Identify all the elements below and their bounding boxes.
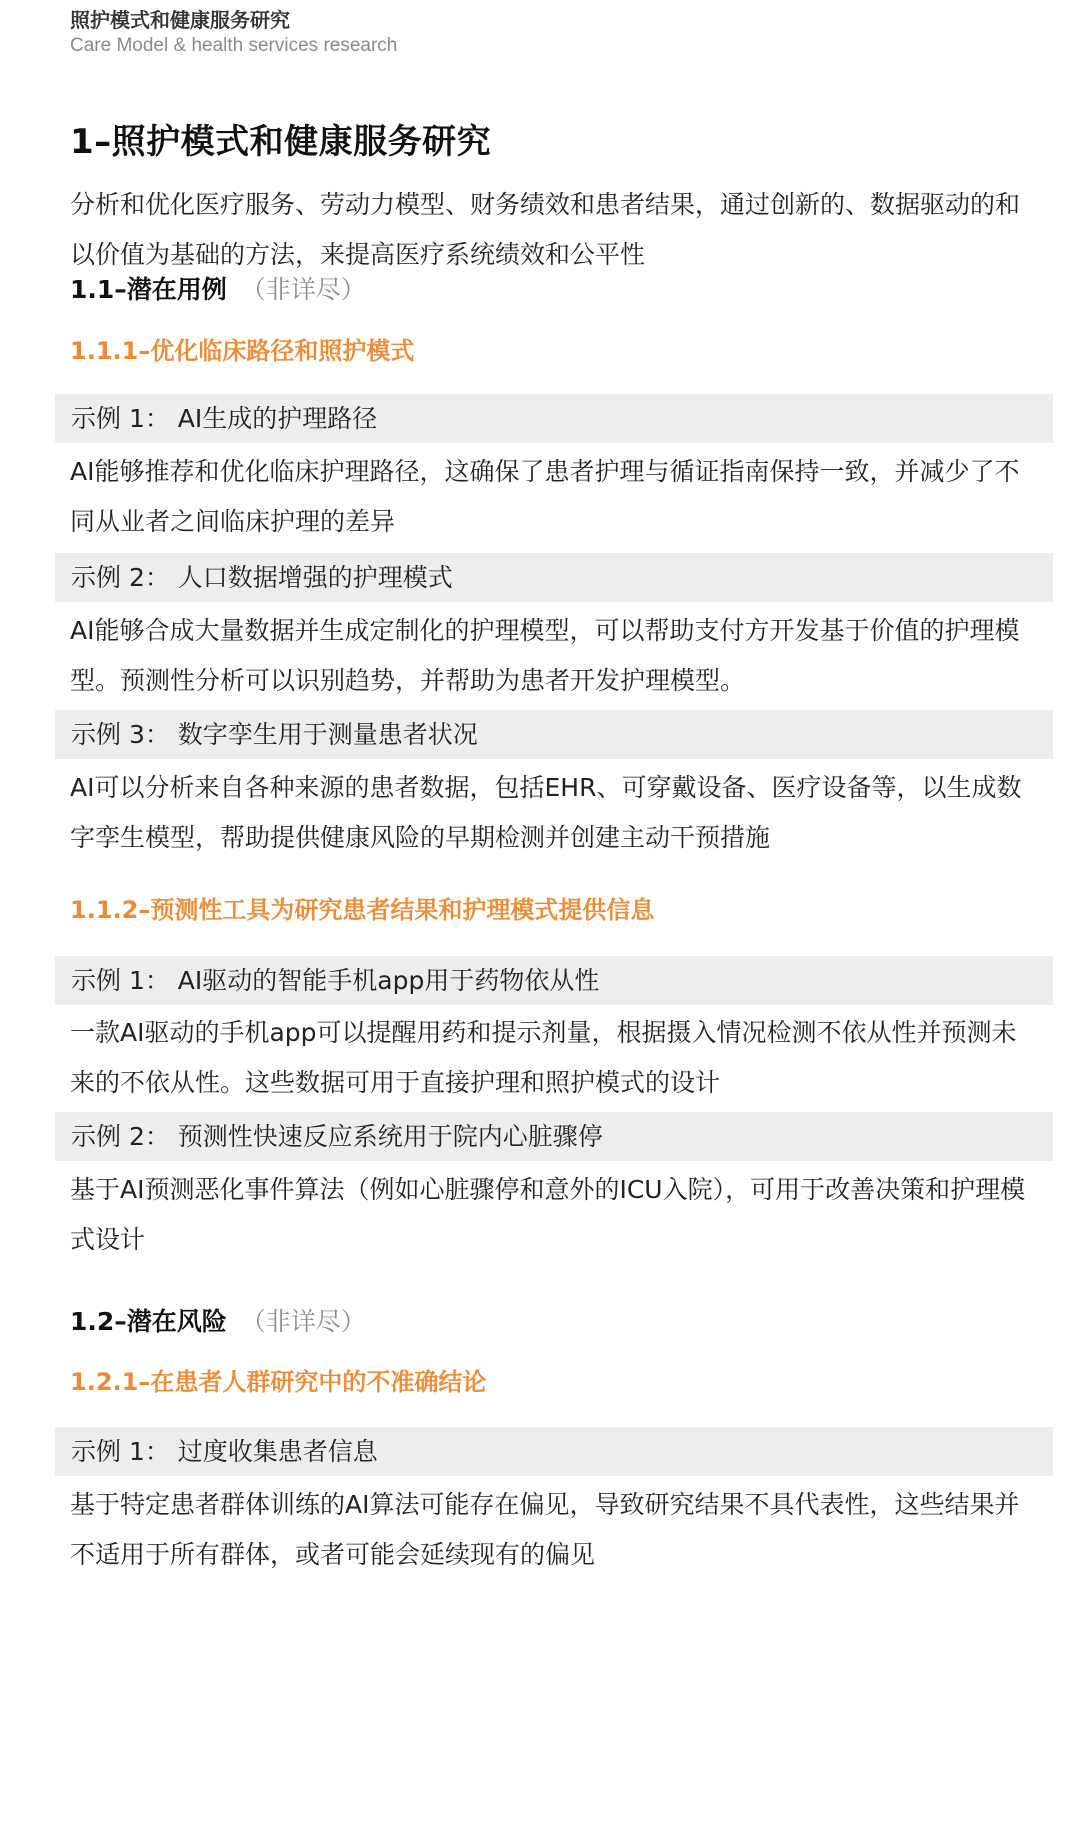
example-body: 基于AI预测恶化事件算法（例如心脏骤停和意外的ICU入院），可用于改善决策和护理模式设计 [70,1175,1026,1254]
example-label-bar: 示例 1： AI生成的护理路径 [55,394,1053,443]
example-label-bar: 示例 2： 人口数据增强的护理模式 [55,553,1053,602]
header-title-en: Care Model & health services research [70,35,398,56]
section-title: 1.2–潜在风险 [70,1307,227,1336]
section-title: 1.1–潜在用例 [70,275,227,304]
example-body: AI能够推荐和优化临床护理路径，这确保了患者护理与循证指南保持一致，并减少了不同从业者之间临床护理的差异 [70,457,1020,536]
example-body: 一款AI驱动的手机app可以提醒用药和提示剂量，根据摄入情况检测不依从性并预测未来的不依从性。这些数据可用于直接护理和照护模式的设计 [70,1018,1017,1097]
example-label-bar: 示例 2： 预测性快速反应系统用于院内心脏骤停 [55,1112,1053,1161]
subsection-heading-inaccurate-conclusions: 1.2.1–在患者人群研究中的不准确结论 [70,1368,487,1396]
header-title-cn: 照护模式和健康服务研究 [70,8,290,32]
example-label-bar: 示例 1： AI驱动的智能手机app用于药物依从性 [55,956,1053,1005]
example-label-bar: 示例 1： 过度收集患者信息 [55,1427,1053,1476]
intro-paragraph: 分析和优化医疗服务、劳动力模型、财务绩效和患者结果，通过创新的、数据驱动的和以价值为基础的方法，来提高医疗系统绩效和公平性 [70,190,1021,269]
subsection-heading-clinical-pathways: 1.1.1–优化临床路径和照护模式 [70,337,415,365]
section-heading-potential-use-cases [70,270,366,306]
example-label-bar: 示例 3： 数字孪生用于测量患者状况 [55,710,1053,759]
subsection-heading-predictive-tools: 1.1.2–预测性工具为研究患者结果和护理模式提供信息 [70,896,655,924]
section-note: （非详尽） [240,1307,366,1336]
example-body: AI能够合成大量数据并生成定制化的护理模型，可以帮助支付方开发基于价值的护理模型。预测性分析可以识别趋势，并帮助为患者开发护理模型。 [70,616,1020,695]
example-body: AI可以分析来自各种来源的患者数据，包括EHR、可穿戴设备、医疗设备等，以生成数字孪生模型，帮助提供健康风险的早期检测并创建主动干预措施 [70,773,1022,852]
example-body: 基于特定患者群体训练的AI算法可能存在偏见，导致研究结果不具代表性，这些结果并不适用于所有群体，或者可能会延续现有的偏见 [70,1490,1020,1569]
page-title: 1–照护模式和健康服务研究 [70,122,492,162]
section-note: （非详尽） [240,275,366,304]
section-heading-potential-risks [70,1302,366,1338]
